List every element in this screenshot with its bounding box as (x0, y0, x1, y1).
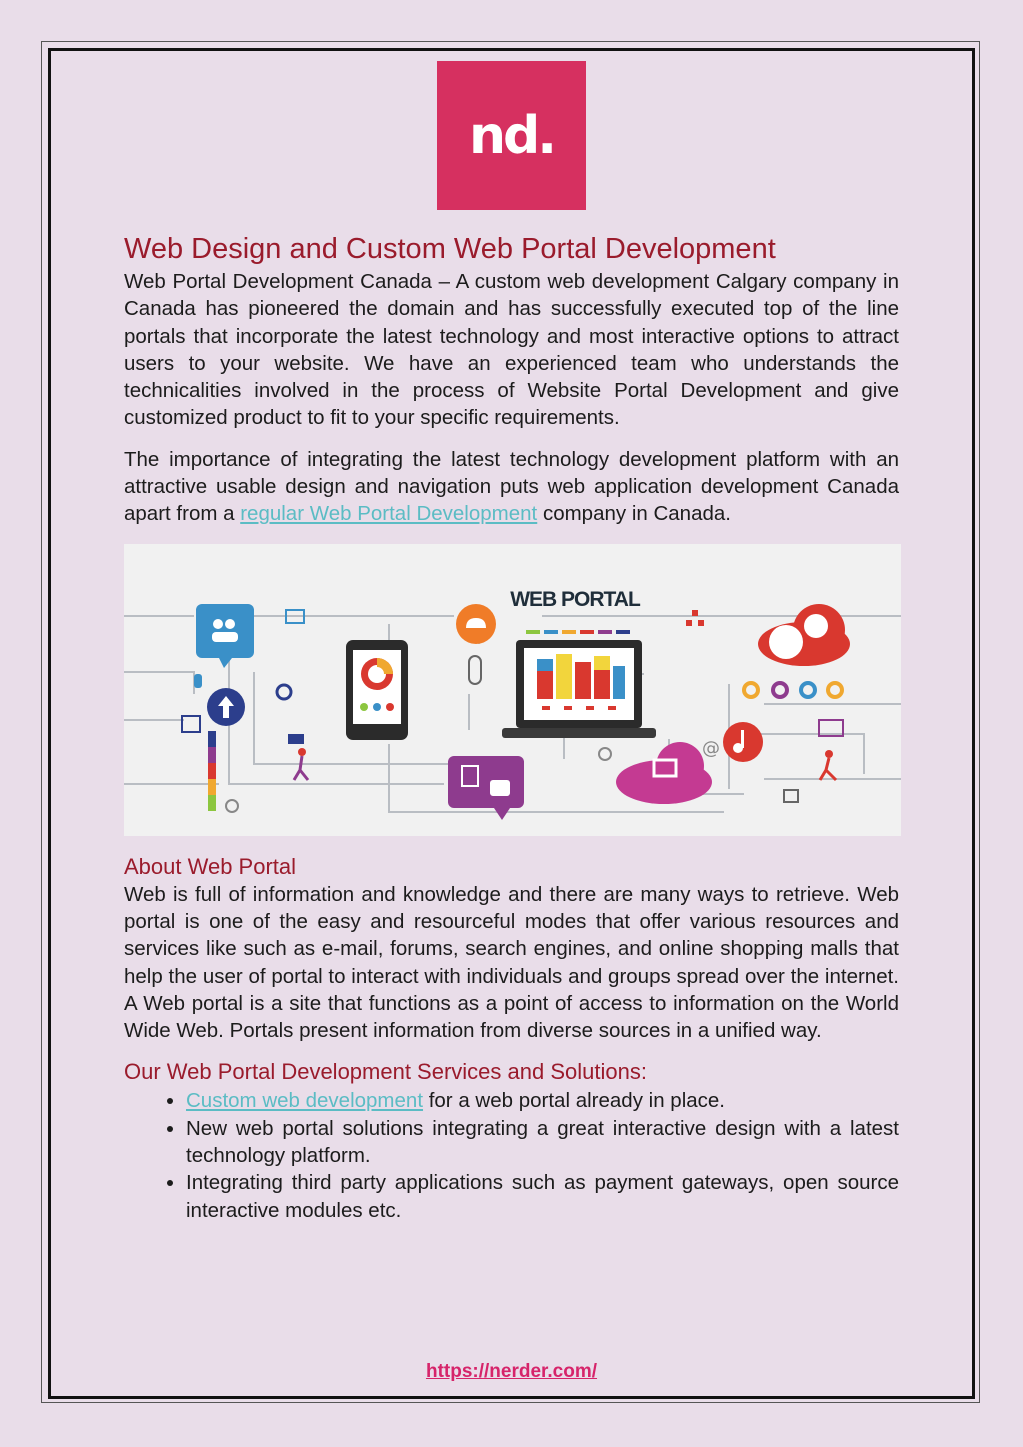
shopping-cart-icon (448, 756, 524, 820)
intro-paragraph: Web Portal Development Canada – A custom web development Calgary company in Canada has pioneered the domain and has successfully executed top of the line portals that incorporate the latest technology and most interactive options to attract users to your website. We have an experienced team who understands the technicalities involved in the process of Website Portal Development and give customized product to fit to your specific requirements. (124, 270, 899, 430)
list-item: • New web portal solutions integrating a great interactive design with a latest technology platform. (186, 1115, 899, 1170)
camera-icon (288, 734, 304, 744)
color-strip (526, 630, 630, 634)
smartphone-icon (346, 640, 408, 740)
orange-cloud-icon (456, 604, 496, 644)
red-cloud-icon (758, 604, 850, 666)
list-item (186, 1087, 899, 1114)
rings-icon (744, 683, 842, 697)
list-item-1-text: for a web portal already in place. (423, 1089, 725, 1113)
web-portal-illustration (124, 544, 901, 836)
person-icon (298, 748, 306, 756)
at-icon: @ (702, 737, 720, 759)
network-icon (686, 610, 704, 626)
page-title: Web Design and Custom Web Portal Development (124, 233, 776, 265)
logo-text: nd. (469, 105, 554, 166)
regular-web-portal-link[interactable]: regular Web Portal Development (240, 502, 538, 526)
second-paragraph (124, 446, 899, 528)
gear-icon (277, 685, 291, 699)
calendar-icon (182, 716, 200, 732)
list-item: • Integrating third party applications such as payment gateways, open source interactive modules etc. (186, 1169, 899, 1224)
services-heading: Our Web Portal Development Services and Solutions: (124, 1059, 647, 1085)
custom-web-development-link[interactable]: Custom web development (186, 1089, 424, 1113)
services-list (124, 1087, 899, 1223)
toggle-icon (469, 656, 481, 684)
chat-bubble-icon (196, 604, 254, 668)
upload-icon (207, 688, 245, 726)
web-portal-graphic (124, 544, 901, 836)
music-icon (723, 722, 763, 762)
gear-icon-small (226, 800, 238, 812)
person-icon-right (825, 750, 833, 758)
gear-icon-mid (599, 748, 611, 760)
second-paragraph-after: company in Canada. (537, 502, 731, 526)
devices-icon (784, 790, 798, 802)
laptop-chart-icon (502, 640, 656, 738)
footer (0, 1361, 1023, 1383)
mic-icon (194, 674, 202, 688)
second-paragraph-before: The importance of integrating the latest technology development platform with an attractive usable design and navigation puts web application development Canada apart from a (124, 447, 899, 526)
hero-caption: WEB PORTAL (510, 587, 640, 611)
about-paragraph: Web is full of information and knowledge and there are many ways to retrieve. Web portal is one of the easy and resourceful modes that offer various resources and services like such as e-mail, forums, search engines, and online shopping malls that help the user of portal to interact with individuals and groups spread over the internet. A Web portal is a site that functions as a point of access to information on the World Wide Web. Portals present information from diverse sources in a unified way. (124, 882, 899, 1043)
about-heading: About Web Portal (124, 853, 297, 879)
main-content (124, 230, 899, 1224)
nerder-logo (437, 61, 586, 210)
color-bar (208, 731, 216, 811)
footer-url-link[interactable]: https://nerder.com/ (425, 1361, 598, 1382)
purple-cloud-icon (616, 742, 712, 804)
